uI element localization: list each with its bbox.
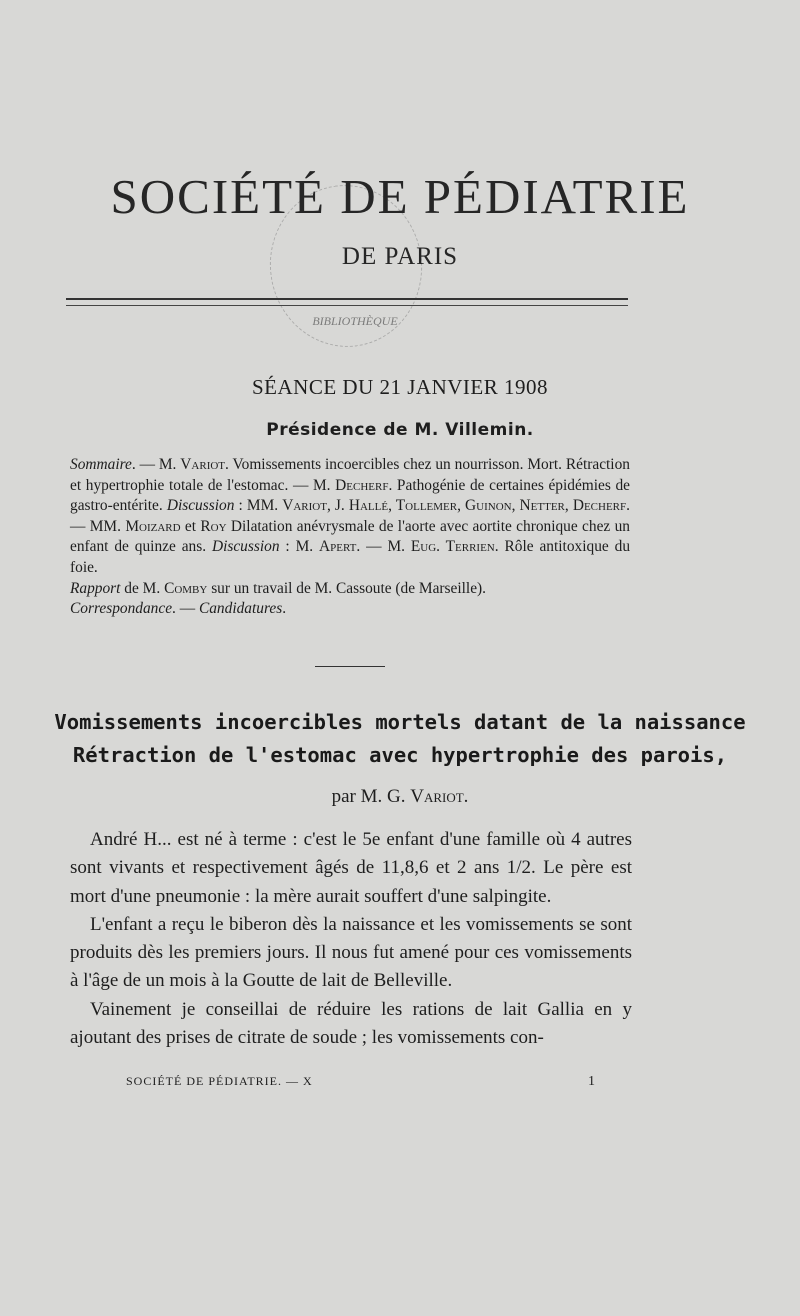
sommaire-text: sur un travail de M. Cassoute (de Marseille). xyxy=(207,579,487,597)
stamp-text: BIBLIOTHÈQUE xyxy=(312,314,398,328)
sommaire-text: : MM. xyxy=(234,497,283,515)
society-title: SOCIÉTÉ DE PÉDIATRIE xyxy=(110,169,690,224)
author-name: Variot xyxy=(410,786,464,807)
author-decherf: Decherf xyxy=(335,476,389,494)
sommaire-paragraph xyxy=(70,455,630,579)
body-paragraph: L'enfant a reçu le biberon dès la naissance et les vomissements se sont produits dès les premiers jours. Il nous fut amené pour ces vomissements à l'âge de un mois à la Goutte de lait de Belleville. xyxy=(70,913,632,992)
article-body xyxy=(70,826,632,1052)
author-apert: Apert xyxy=(319,538,357,556)
author-prefix: par M. G. xyxy=(331,786,411,807)
discussion-label: Discussion xyxy=(166,497,235,515)
rapport-label: Rapport xyxy=(70,579,121,597)
section-separator xyxy=(315,666,385,667)
author-roy: Roy xyxy=(200,517,227,535)
sommaire-text: : M. xyxy=(279,538,320,556)
page-number: 1 xyxy=(588,1074,596,1089)
sommaire-text: . — MM. xyxy=(70,497,630,535)
sommaire-block xyxy=(70,455,630,620)
page-footer xyxy=(126,1074,596,1089)
author-comby: Comby xyxy=(164,579,208,597)
sommaire-text: . — xyxy=(172,600,199,618)
correspondance-label: Correspondance xyxy=(70,600,173,618)
society-subtitle: DE PARIS xyxy=(341,243,459,270)
article-title xyxy=(40,706,760,772)
correspondance-line: Correspondance. — Candidatures. xyxy=(70,600,287,618)
sommaire-text: . — M. xyxy=(131,456,181,473)
header-rule-thick xyxy=(66,298,628,300)
sommaire-label: Sommaire xyxy=(70,456,132,473)
sommaire-text: . Vomissements incoercibles chez un nourrisson. Mort. Rétraction et hypertrophie totale de l'estomac. — M. xyxy=(70,456,630,494)
author-variot: Variot xyxy=(180,456,226,473)
candidatures-label: Candidatures xyxy=(198,600,283,618)
sommaire-text: . — M. xyxy=(356,538,411,556)
author-terrien: Eug. Terrien xyxy=(410,538,495,556)
article-title-line: Vomissements incoercibles mortels datant de la naissance xyxy=(54,710,746,734)
article-title-line: Rétraction de l'estomac avec hypertrophie des parois, xyxy=(72,743,728,767)
rapport-line xyxy=(70,579,630,600)
session-title: SÉANCE DU 21 JANVIER 1908 xyxy=(252,375,548,399)
sommaire-text: de M. xyxy=(120,579,165,597)
author-moizard: Moizard xyxy=(125,517,181,535)
author-suffix: . xyxy=(463,786,469,807)
body-paragraph: André H... est né à terme : c'est le 5e enfant d'une famille où 4 autres sont vivants et respectivement âgés de 11,8,6 et 2 ans 1/2. Le père est mort d'une pneumonie : la mère aurait souffert d'une salpingite. xyxy=(70,829,632,907)
sommaire-text: Dilatation anévrysmale de l'aorte avec aortite chronique chez un enfant de quinze ans. xyxy=(70,517,630,556)
discussant-names: Variot, J. Hallé, Tollemer, Guinon, Netter, Decherf xyxy=(282,497,627,515)
running-head: SOCIÉTÉ DE PÉDIATRIE. — X xyxy=(126,1074,313,1088)
sommaire-text: et xyxy=(180,517,201,535)
sommaire-text: . Pathogénie de certaines épidémies de gastro-entérite. xyxy=(70,476,630,515)
header-rule-thin xyxy=(66,305,628,306)
body-paragraph: Vainement je conseillai de réduire les rations de lait Gallia en y ajoutant des prises de citrate de soude ; les vomissements con- xyxy=(70,998,632,1049)
presidence-line: Présidence de M. Villemin. xyxy=(266,420,534,440)
article-author xyxy=(0,786,800,808)
discussion-label: Discussion xyxy=(211,538,280,556)
sommaire-text: . Rôle antitoxique du foie. xyxy=(70,538,631,576)
